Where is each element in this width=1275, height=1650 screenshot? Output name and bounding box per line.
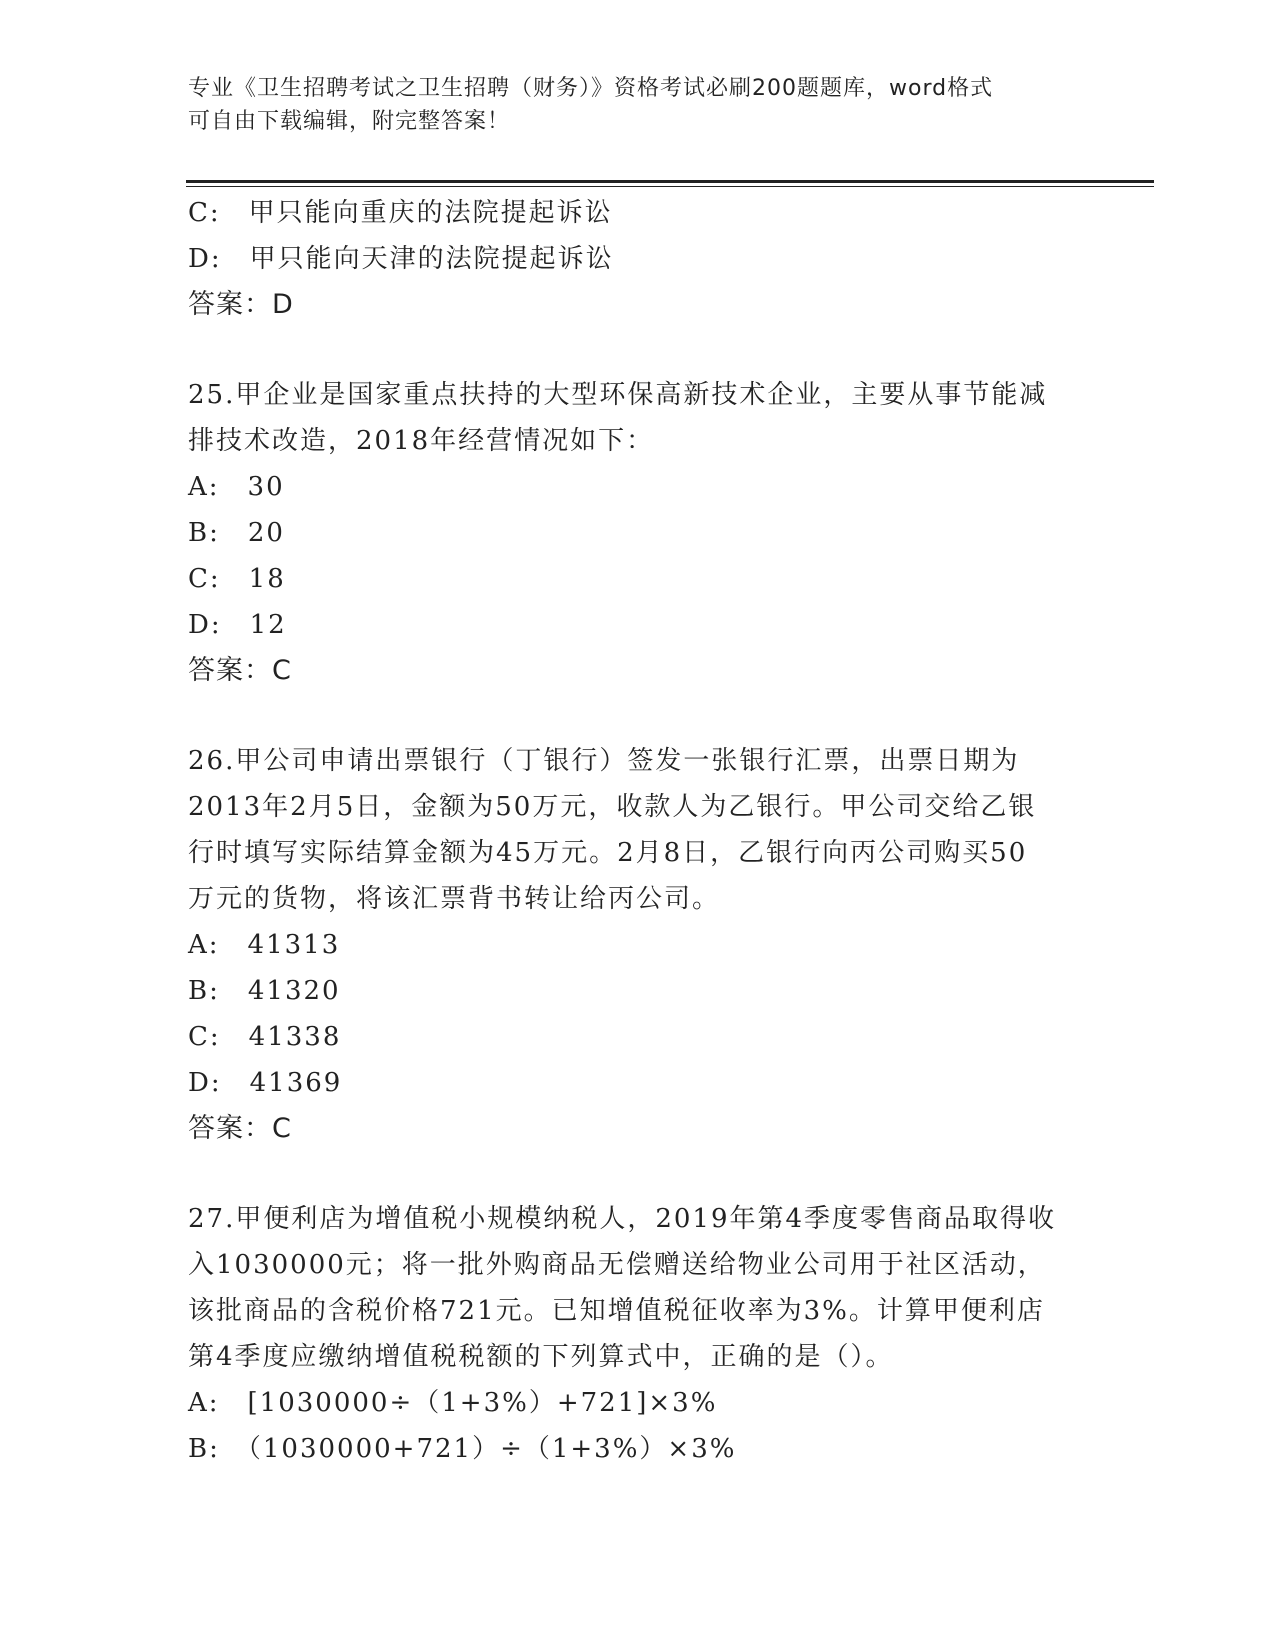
spacer: [188, 328, 1088, 372]
spacer: [188, 1152, 1088, 1196]
option-d: D: 41369: [188, 1068, 343, 1098]
question-25: [188, 372, 1088, 694]
question-27: [188, 1196, 1088, 1472]
header-rule-thin: [186, 186, 1154, 187]
header-rule-thick: [186, 180, 1154, 183]
option-b: B: 41320: [188, 976, 341, 1006]
question-text-line: 万元的货物，将该汇票背书转让给丙公司。: [188, 884, 721, 914]
option-c: C: 甲只能向重庆的法院提起诉讼: [188, 198, 613, 228]
header-line-2: 可自由下载编辑，附完整答案！: [188, 109, 511, 134]
question-text-line: 该批商品的含税价格721元。已知增值税征收率为3%。计算甲便利店: [188, 1296, 1045, 1326]
answer-line: 答案：C: [188, 1113, 292, 1144]
document-header: [188, 72, 1068, 138]
question-text-line: 25.甲企业是国家重点扶持的大型环保高新技术企业，主要从事节能减: [188, 380, 1048, 410]
spacer: [188, 694, 1088, 738]
question-text-line: 27.甲便利店为增值税小规模纳税人，2019年第4季度零售商品取得收: [188, 1204, 1057, 1234]
question-text-line: 入1030000元；将一批外购商品无偿赠送给物业公司用于社区活动，: [188, 1250, 1046, 1280]
option-c: C: 41338: [188, 1022, 342, 1052]
question-list: [188, 190, 1088, 1472]
answer-line: 答案：C: [188, 655, 292, 686]
option-d: D: 12: [188, 610, 287, 640]
question-text-line: 第4季度应缴纳增值税税额的下列算式中，正确的是（）。: [188, 1342, 894, 1372]
question-24-remainder: [188, 190, 1088, 328]
question-text-line: 26.甲公司申请出票银行（丁银行）签发一张银行汇票，出票日期为: [188, 746, 1020, 776]
option-a: A: 41313: [188, 930, 341, 960]
option-a: A: 30: [188, 472, 285, 502]
option-a: A: [1030000÷（1+3%）+721]×3%: [188, 1388, 718, 1418]
question-26: [188, 738, 1088, 1152]
option-b: B: （1030000+721）÷（1+3%）×3%: [188, 1434, 737, 1464]
question-text-line: 2013年2月5日，金额为50万元，收款人为乙银行。甲公司交给乙银: [188, 792, 1037, 822]
option-b: B: 20: [188, 518, 285, 548]
option-c: C: 18: [188, 564, 286, 594]
header-line-1: 专业《卫生招聘考试之卫生招聘（财务）》资格考试必刷200题题库，word格式: [188, 76, 994, 101]
question-text-line: 排技术改造，2018年经营情况如下：: [188, 426, 655, 456]
option-d: D: 甲只能向天津的法院提起诉讼: [188, 244, 614, 274]
answer-line: 答案：D: [188, 289, 294, 320]
question-text-line: 行时填写实际结算金额为45万元。2月8日，乙银行向丙公司购买50: [188, 838, 1028, 868]
